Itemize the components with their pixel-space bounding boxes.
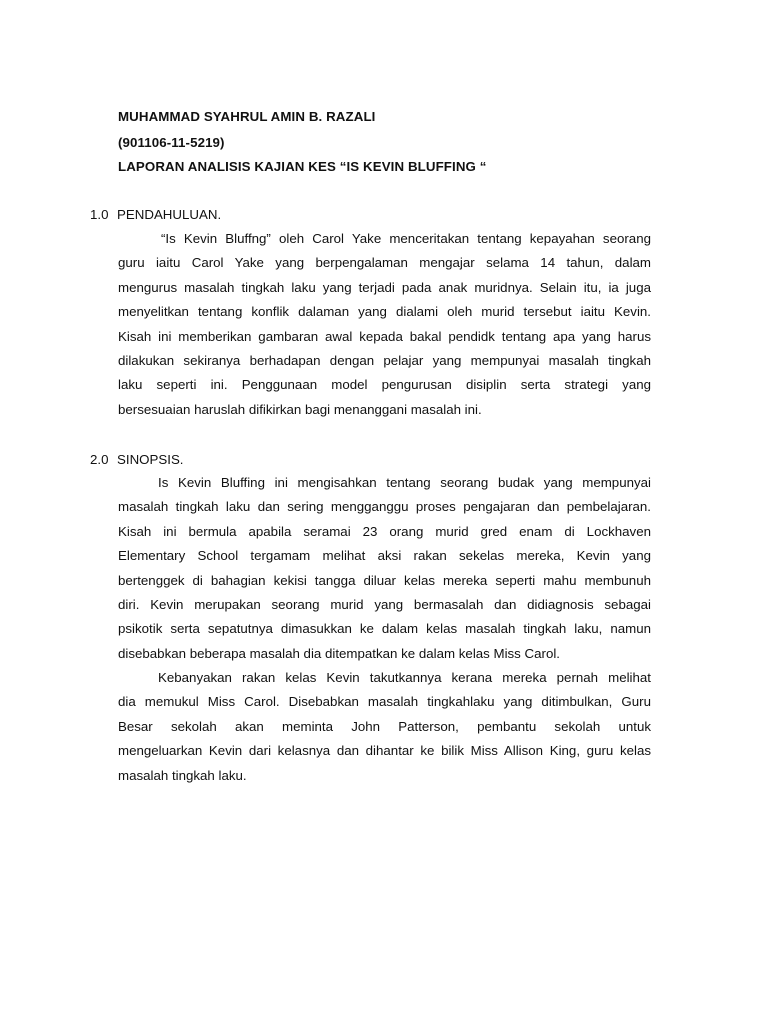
section-title: PENDAHULUAN. xyxy=(117,207,222,222)
paragraph-sinopsis-1 xyxy=(118,471,651,666)
paragraph-line: Is Kevin Bluffing ini mengisahkan tentang seorang budak yang mempunyai xyxy=(158,475,651,490)
paragraph-line: menyelitkan tentang konflik dalaman yang dialami oleh murid tersebut iaitu Kevin. xyxy=(118,304,651,320)
paragraph-line: “Is Kevin Bluffng” oleh Carol Yake menceritakan tentang kepayahan seorang xyxy=(161,231,651,246)
section-title: SINOPSIS. xyxy=(117,452,184,467)
paragraph-pendahuluan xyxy=(118,227,651,422)
author-id-number: (901106-11-5219) xyxy=(118,135,225,150)
paragraph-line: dilakukan sekiranya berhadapan dengan pelajar yang mempunyai masalah tingkah xyxy=(118,352,651,368)
section-heading-pendahuluan xyxy=(90,207,221,222)
paragraph-line: masalah tingkah laku dan sering mengganggu proses pengajaran dan pembelajaran. xyxy=(118,499,651,515)
paragraph-line: Besar sekolah akan meminta John Patterson, pembantu sekolah untuk xyxy=(118,718,651,734)
paragraph-line: bertenggek di bahagian kekisi tangga diluar kelas mereka seperti mahu membunuh xyxy=(118,572,651,588)
paragraph-line: Kisah ini memberikan gambaran awal kepada bakal pendidk tentang apa yang harus xyxy=(118,328,651,344)
section-heading-sinopsis xyxy=(90,452,184,467)
paragraph-line: diri. Kevin merupakan seorang murid yang bermasalah dan didiagnosis sebagai xyxy=(118,596,651,612)
paragraph-line: guru iaitu Carol Yake yang berpengalaman mengajar selama 14 tahun, dalam xyxy=(118,255,651,271)
paragraph-line: disebabkan beberapa masalah dia ditempatkan ke dalam kelas Miss Carol. xyxy=(118,645,560,661)
report-title: LAPORAN ANALISIS KAJIAN KES “IS KEVIN BLUFFING “ xyxy=(118,159,487,174)
paragraph-line: laku seperti ini. Penggunaan model pengurusan disiplin serta strategi yang xyxy=(118,377,651,393)
paragraph-line: masalah tingkah laku. xyxy=(118,767,247,783)
paragraph-line: mengurus masalah tingkah laku yang terjadi pada anak muridnya. Selain itu, ia juga xyxy=(118,279,651,295)
paragraph-sinopsis-2 xyxy=(118,666,651,788)
paragraph-line: mengeluarkan Kevin dari kelasnya dan dihantar ke bilik Miss Allison King, guru kelas xyxy=(118,743,651,759)
paragraph-line: Kisah ini bermula apabila seramai 23 orang murid gred enam di Lockhaven xyxy=(118,523,651,539)
paragraph-line: Kebanyakan rakan kelas Kevin takutkannya kerana mereka pernah melihat xyxy=(158,670,651,685)
paragraph-line: bersesuaian haruslah difikirkan bagi menanggani masalah ini. xyxy=(118,401,482,417)
section-number: 1.0 xyxy=(90,207,109,222)
paragraph-line: Elementary School tergamam melihat aksi rakan sekelas mereka, Kevin yang xyxy=(118,548,651,564)
paragraph-line: dia memukul Miss Carol. Disebabkan masalah tingkahlaku yang ditimbulkan, Guru xyxy=(118,694,651,710)
author-name: MUHAMMAD SYAHRUL AMIN B. RAZALI xyxy=(118,109,376,124)
section-number: 2.0 xyxy=(90,452,109,467)
paragraph-line: psikotik serta sepatutnya dimasukkan ke dalam kelas masalah tingkah laku, namun xyxy=(118,621,651,637)
